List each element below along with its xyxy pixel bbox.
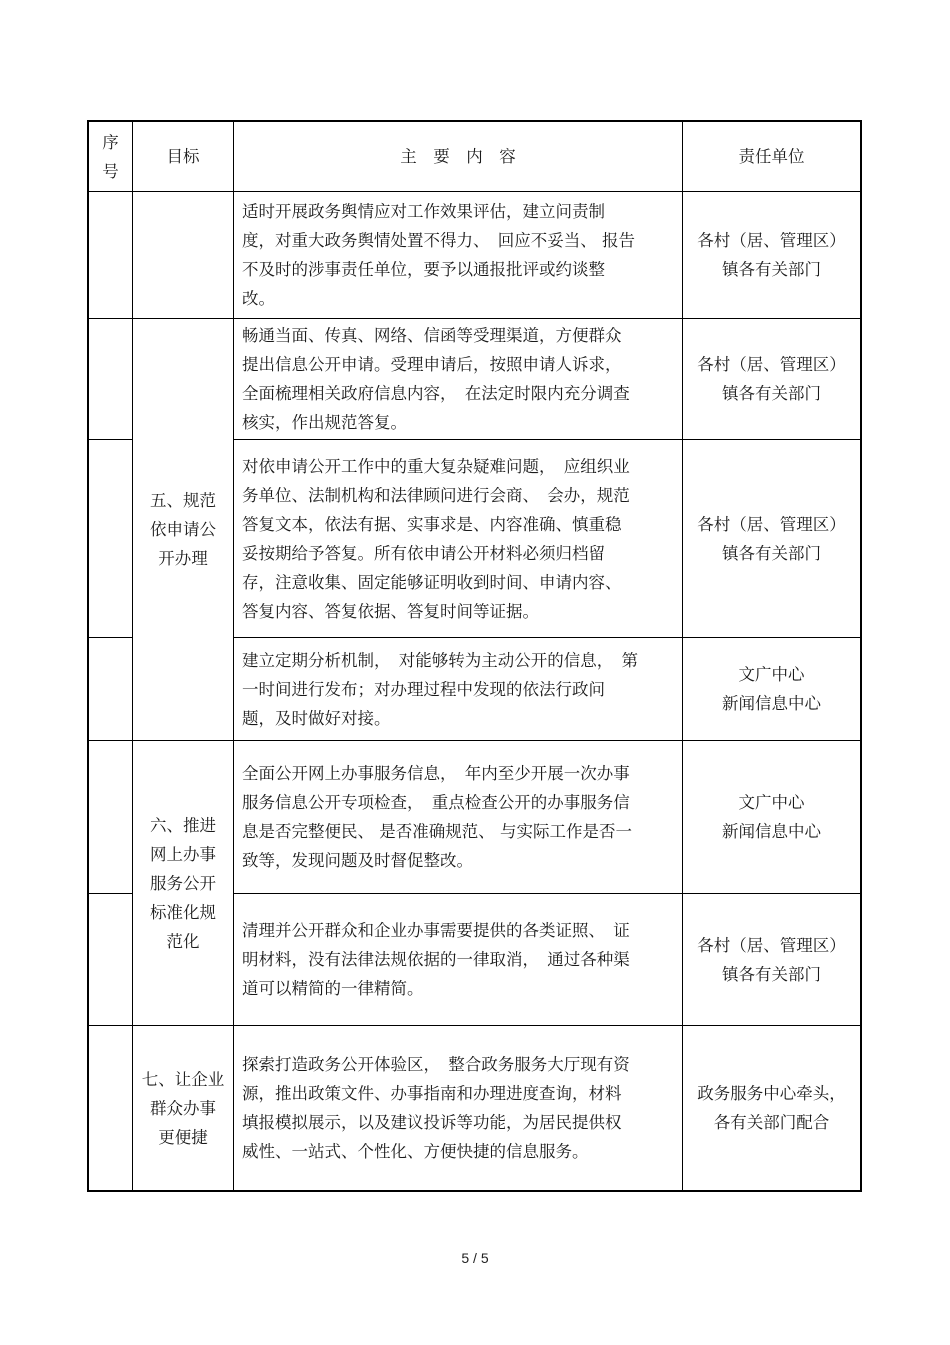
row-content [234, 319, 682, 439]
goal-5: 五、规范 依申请公 开办理 [150, 491, 216, 568]
row-divider [87, 893, 133, 894]
content-text: 建立定期分析机制， 对能够转为主动公开的信息， 第 一时间进行发布；对办理过程中发现的依法行政问 题，及时做好对接。 [242, 650, 638, 728]
goal-7: 七、让企业 群众办事 更便捷 [141, 1069, 225, 1147]
row-content [234, 440, 682, 637]
row-unit: 文广中心 新闻信息中心 [722, 793, 821, 841]
content-text: 清理并公开群众和企业办事需要提供的各类证照、 证 明材料，没有法律法规依据的一律取消， 通过各种渠 道可以精简的一律精简。 [242, 921, 630, 998]
row-unit: 各村（居、管理区） 镇各有关部门 [697, 935, 846, 984]
row-content [234, 1026, 682, 1190]
row-unit: 文广中心 新闻信息中心 [722, 665, 821, 713]
row-divider [87, 637, 133, 638]
row-content [234, 741, 682, 893]
header-content: 主 要 内 容 [400, 147, 516, 166]
row-content [234, 894, 682, 1025]
row-content [234, 192, 682, 318]
goal-6: 六、推进 网上办事 服务公开 标准化规 范化 [150, 815, 216, 951]
header-unit: 责任单位 [738, 147, 805, 166]
header-seq: 序 号 [102, 132, 119, 181]
row-divider [87, 439, 133, 440]
row-unit: 各村（居、管理区） 镇各有关部门 [697, 231, 846, 279]
page-number: 5 / 5 [461, 1250, 489, 1266]
header-goal: 目标 [166, 147, 200, 166]
row-unit: 各村（居、管理区） 镇各有关部门 [697, 355, 846, 403]
content-text: 适时开展政务舆情应对工作效果评估，建立问责制 度，对重大政务舆情处置不得力、 回应不妥当、 报告 不及时的涉事责任单位，要予以通报批评或约谈整 改。 [242, 202, 635, 308]
content-text: 对依申请公开工作中的重大复杂疑难问题， 应组织业 务单位、法制机构和法律顾问进行会商、 会办，规范 答复文本，依法有据、实事求是、内容准确、慎重稳 妥按期给予答复。所有依申请公开材料必须归档留 存，注意收集、固定能够证明收到时间、申请内容、 答复内容、答复依据、答复时间等证据。 [242, 456, 630, 621]
row-unit: 政务服务中心牵头， 各有关部门配合 [697, 1084, 846, 1132]
row-unit: 各村（居、管理区） 镇各有关部门 [697, 514, 846, 563]
content-text: 探索打造政务公开体验区， 整合政务服务大厅现有资 源，推出政策文件、办事指南和办理进度查询，材料 填报模拟展示，以及建议投诉等功能，为居民提供权 威性、一站式、个性化、方便快捷的信息服务。 [242, 1055, 630, 1161]
row-content [234, 638, 682, 740]
content-text: 全面公开网上办事服务信息， 年内至少开展一次办事 服务信息公开专项检查， 重点检查公开的办事服务信 息是否完整便民、 是否准确规范、 与实际工作是否一 致等，发现问题及时督促整改。 [242, 764, 632, 870]
content-text: 畅通当面、传真、网络、信函等受理渠道，方便群众 提出信息公开申请。受理申请后，按照申请人诉求， 全面梳理相关政府信息内容， 在法定时限内充分调查 核实，作出规范答复。 [242, 326, 630, 432]
